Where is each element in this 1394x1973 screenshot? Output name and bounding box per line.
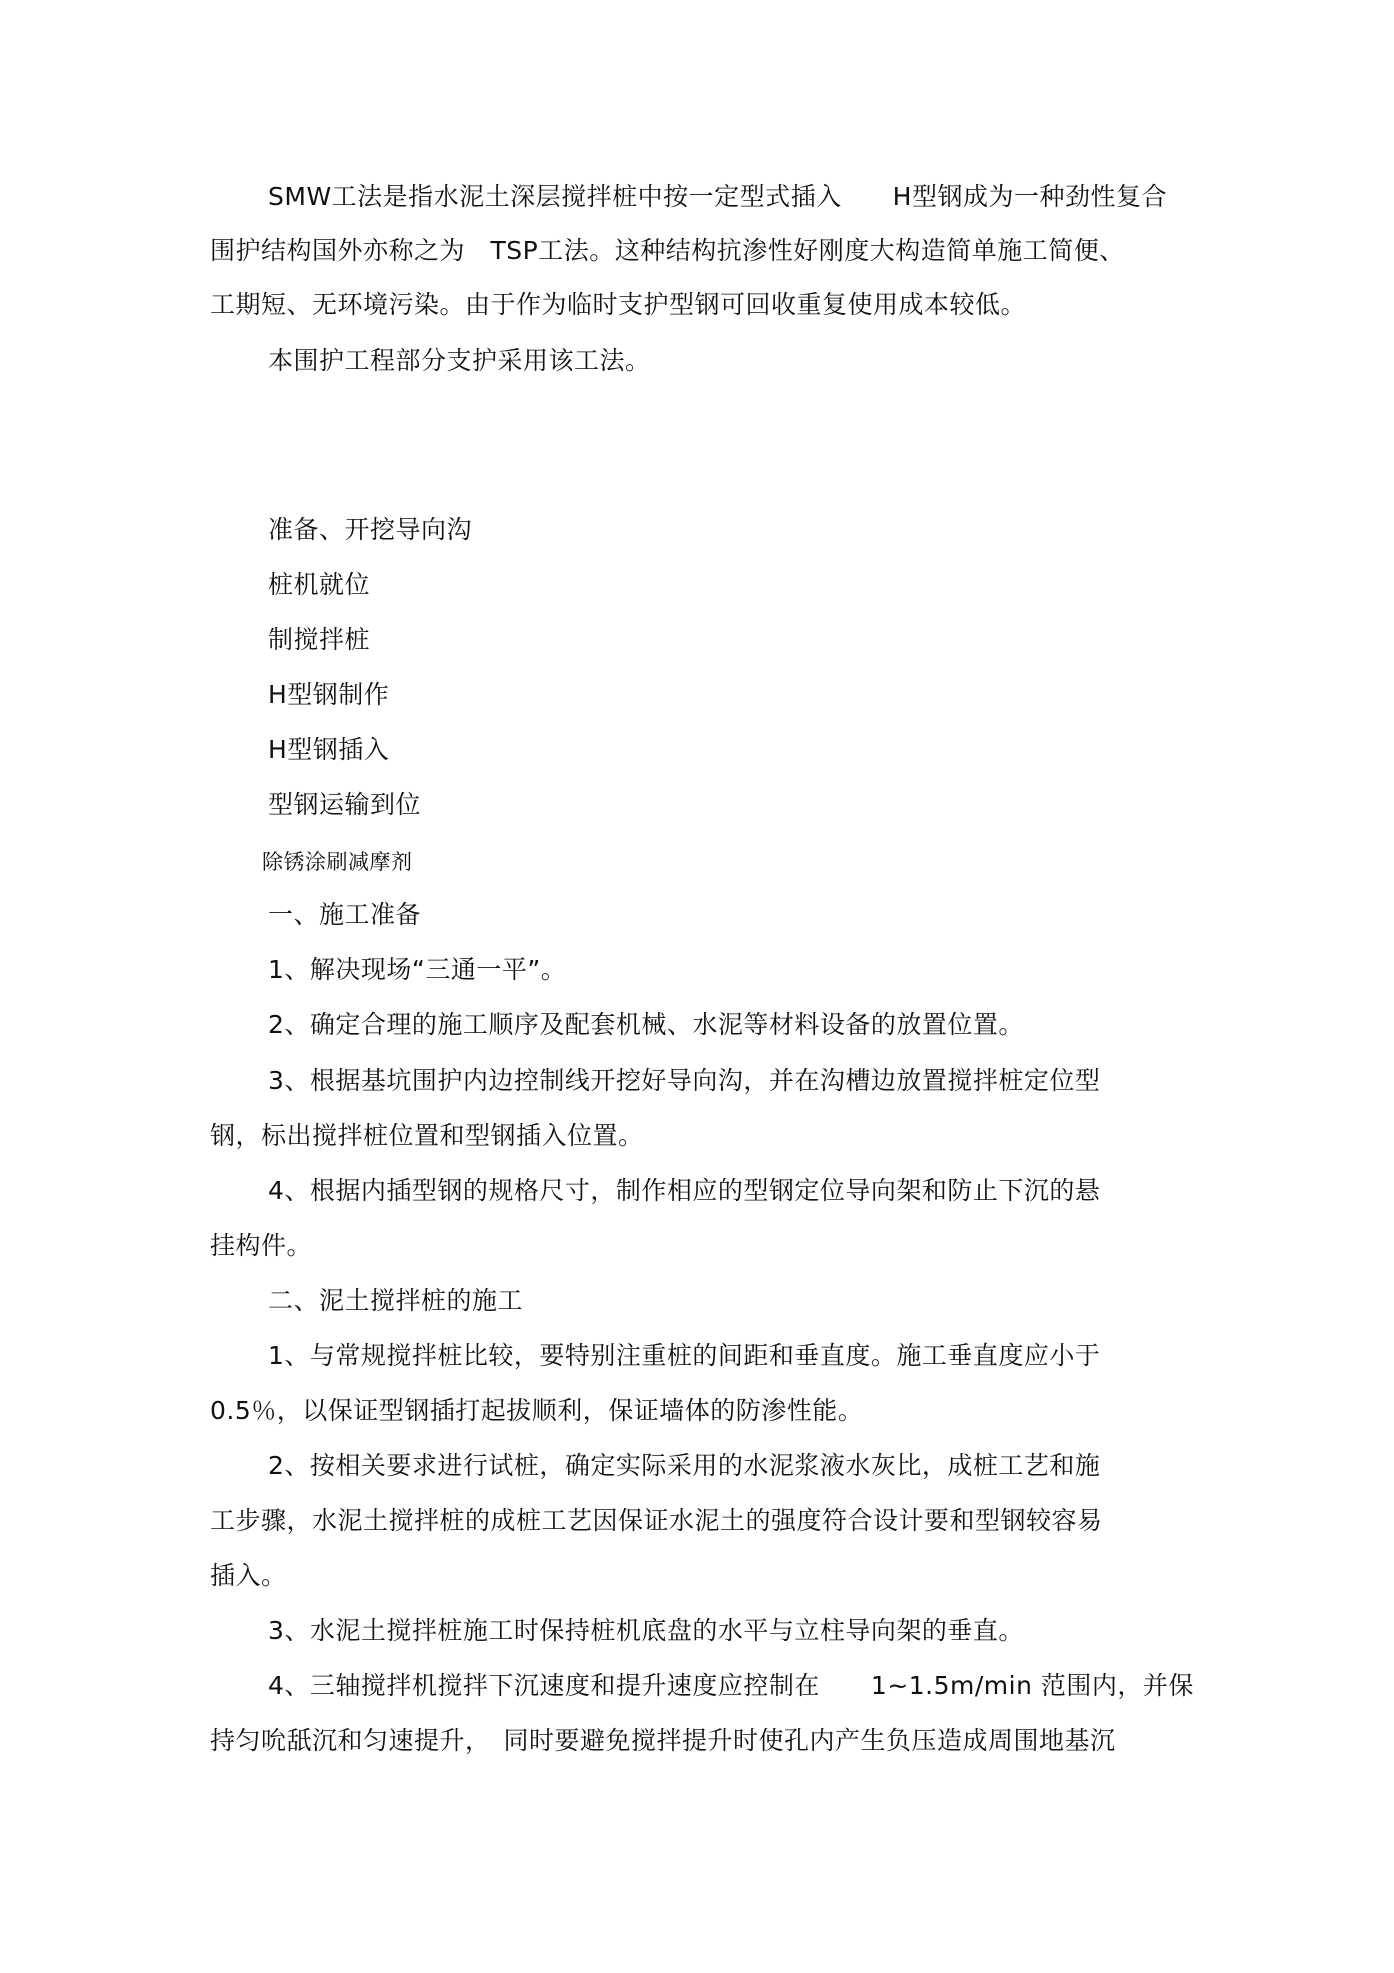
section-1-item-4a: 4、根据内插型钢的规格尺寸，制作相应的型钢定位导向架和防止下沉的悬 [268,1176,1101,1205]
intro-line-1: SMW工法是指水泥土深层搅拌桩中按一定型式插入 H型钢成为一种劲性复合 [268,182,1167,211]
section-1-item-3b: 钢，标出搅拌桩位置和型钢插入位置。 [210,1121,644,1150]
flow-step-2: 桩机就位 [268,570,371,599]
section-2-item-3: 3、水泥土搅拌桩施工时保持桩机底盘的水平与立柱导向架的垂直。 [268,1616,1024,1645]
intro-line-2: 围护结构国外亦称之为 TSP工法。这种结构抗渗性好刚度大构造简单施工简便、 [210,236,1125,265]
flow-step-3: 制搅拌桩 [268,625,371,654]
intro-line-3: 工期短、无环境污染。由于作为临时支护型钢可回收重复使用成本较低。 [210,290,1027,319]
section-2-item-1b: 0.5％，以保证型钢插打起拔顺利，保证墙体的防渗性能。 [210,1396,864,1425]
flow-step-1: 准备、开挖导向沟 [268,515,473,544]
section-2-item-4a: 4、三轴搅拌机搅拌下沉速度和提升速度应控制在 1~1.5m/min 范围内，并保 [268,1671,1194,1700]
section-2-item-4b: 持匀吮舐沉和匀速提升， 同时要避免搅拌提升时使孔内产生负压造成周围地基沉 [210,1726,1116,1755]
intro-line-4: 本围护工程部分支护采用该工法。 [268,346,651,375]
section-1-item-4b: 挂构件。 [210,1231,313,1260]
section-2-heading: 二、泥土搅拌桩的施工 [268,1286,524,1315]
flow-step-6: 型钢运输到位 [268,790,422,819]
section-1-heading: 一、施工准备 [268,900,422,929]
section-2-item-2c: 插入。 [210,1561,287,1590]
section-2-item-1a: 1、与常规搅拌桩比较，要特别注重桩的间距和垂直度。施工垂直度应小于 [268,1341,1101,1370]
section-1-item-1: 1、解决现场“三通一平”。 [268,955,567,984]
flow-step-4: H型钢制作 [268,680,390,709]
section-1-item-2: 2、确定合理的施工顺序及配套机械、水泥等材料设备的放置位置。 [268,1010,1024,1039]
section-2-item-2a: 2、按相关要求进行试桩，确定实际采用的水泥浆液水灰比，成桩工艺和施 [268,1451,1101,1480]
flow-step-5: H型钢插入 [268,735,390,764]
flow-step-7: 除锈涂刷减摩剂 [262,850,413,874]
section-1-item-3a: 3、根据基坑围护内边控制线开挖好导向沟，并在沟槽边放置搅拌桩定位型 [268,1066,1101,1095]
section-2-item-2b: 工步骤，水泥土搅拌桩的成桩工艺因保证水泥土的强度符合设计要和型钢较容易 [210,1506,1103,1535]
